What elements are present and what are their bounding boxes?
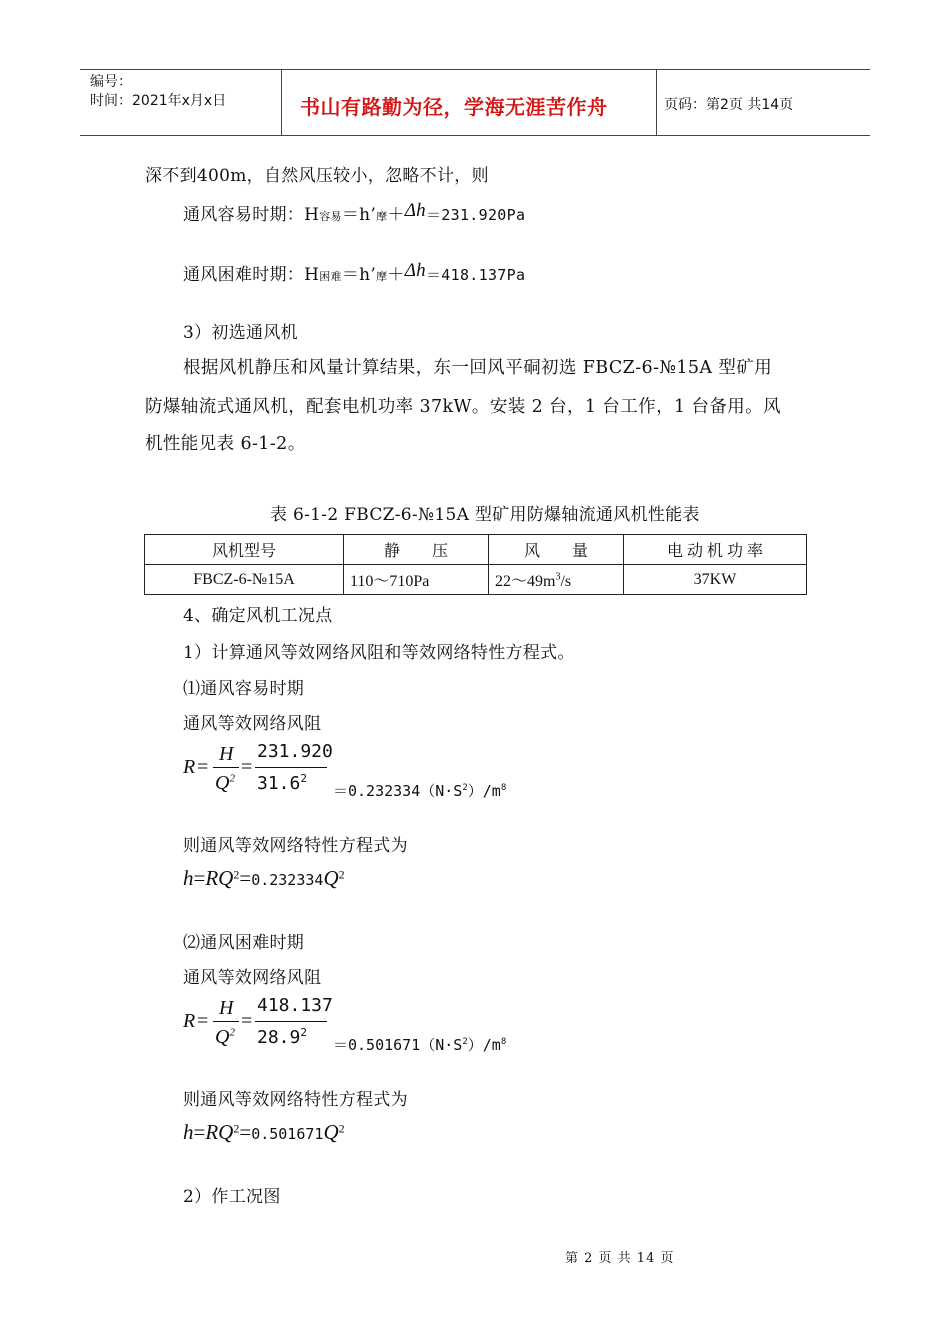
hard-title: ⑵通风困难时期 xyxy=(183,933,305,953)
easy-eq-label: 则通风等效网络特性方程式为 xyxy=(183,836,408,856)
hard-equation: $h=RQ^2=0.501671Q^2$ xyxy=(183,1120,345,1144)
easy-equation: $h=RQ^2=0.232334Q^2$ xyxy=(183,866,345,890)
easy-period-line: 通风容易时期：H容易＝h’摩＋Δh＝231.920Pa xyxy=(183,200,526,225)
table-header-row xyxy=(145,535,807,565)
performance-table xyxy=(144,534,807,595)
para-line-1: 根据风机静压和风量计算结果，东一回风平硐初选 FBCZ-6-№15A 型矿用 xyxy=(183,358,773,378)
table-row xyxy=(145,565,807,595)
header-bottom-rule xyxy=(80,135,870,136)
table-caption: 表 6-1-2 FBCZ-6-№15A 型矿用防爆轴流通风机性能表 xyxy=(270,505,700,525)
header-time-label: 时间：2021年x月x日 xyxy=(90,93,227,109)
header-divider-left xyxy=(281,69,282,135)
table-cell: FBCZ-6-№15A xyxy=(145,565,344,595)
para-line-2: 防爆轴流式通风机，配套电机功率 37kW。安装 2 台，1 台工作，1 台备用。风 xyxy=(145,397,781,417)
header-motto: 书山有路勤为径，学海无涯苦作舟 xyxy=(300,95,608,119)
step4-sub1: 1）计算通风等效网络风阻和等效网络特性方程式。 xyxy=(183,643,575,663)
table-header-cell: 风 量 xyxy=(489,535,624,565)
step4-title: 4、确定风机工况点 xyxy=(183,606,333,626)
header-page-info: 页码：第2页 共14页 xyxy=(664,97,794,113)
table-header-cell: 风机型号 xyxy=(145,535,344,565)
table-cell: $22\sim 49m^3/s$ xyxy=(489,565,624,595)
hard-resist-label: 通风等效网络风阻 xyxy=(183,968,322,988)
footer-page-number: 第 2 页 共 14 页 xyxy=(565,1251,675,1266)
easy-title: ⑴通风容易时期 xyxy=(183,679,305,699)
intro-line: 深不到400m，自然风压较小，忽略不计，则 xyxy=(145,166,489,186)
table-header-cell: 静 压 xyxy=(344,535,489,565)
para-line-3: 机性能见表 6-1-2。 xyxy=(145,434,306,454)
easy-resist-label: 通风等效网络风阻 xyxy=(183,714,322,734)
table-cell: 110～710Pa xyxy=(344,565,489,595)
hard-eq-label: 则通风等效网络特性方程式为 xyxy=(183,1090,408,1110)
step2-title: 2）作工况图 xyxy=(183,1187,281,1207)
header-number-label: 编号： xyxy=(90,74,132,90)
table-header-cell: 电 动 机 功 率 xyxy=(624,535,807,565)
header-top-rule xyxy=(80,69,870,70)
step3-title: 3）初选通风机 xyxy=(183,323,298,343)
hard-period-line: 通风困难时期：H困难＝h’摩＋Δh＝418.137Pa xyxy=(183,260,526,285)
table-cell: 37KW xyxy=(624,565,807,595)
header-divider-right xyxy=(656,69,657,135)
